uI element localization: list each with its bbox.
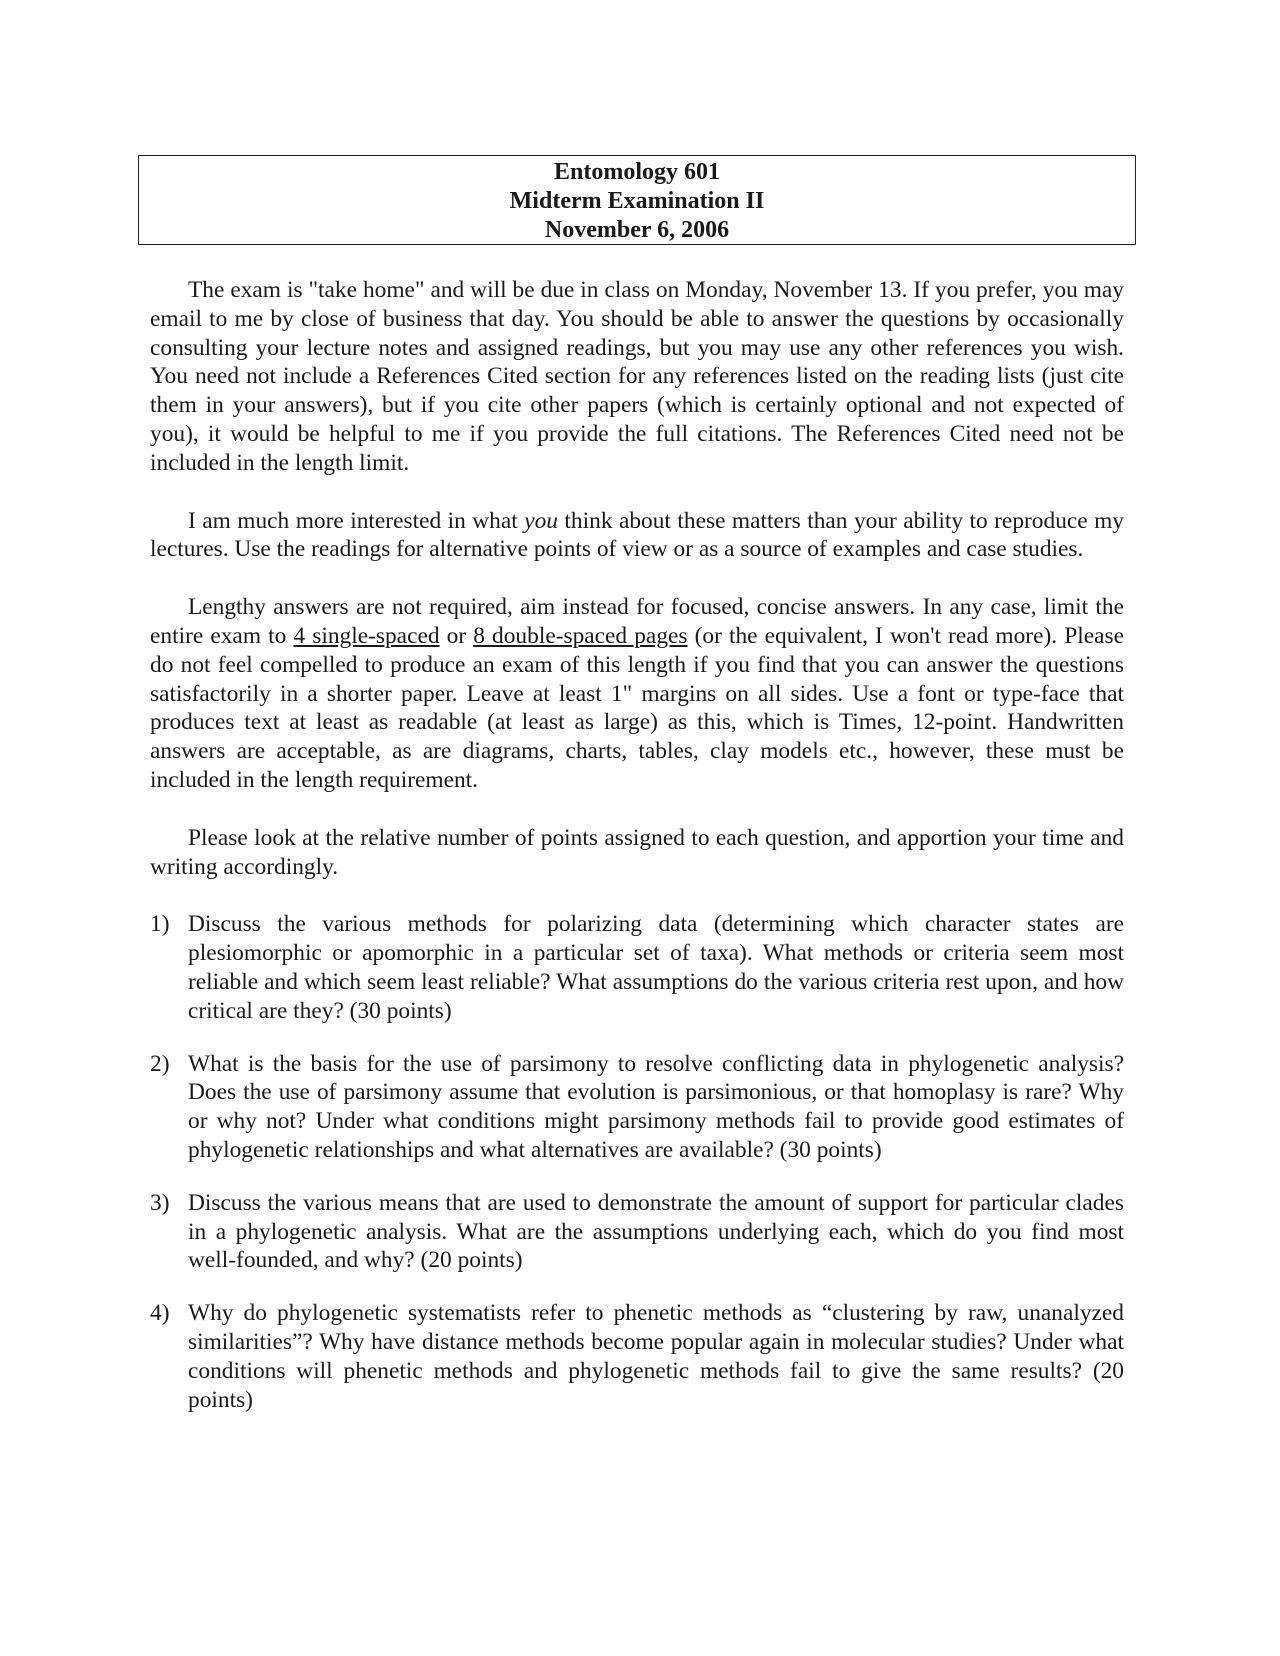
single-spaced-limit: 4 single-spaced [293, 622, 440, 649]
intro-paragraph-1: The exam is "take home" and will be due in class on Monday, November 13. If you prefer, you may email to me by close of business that day. You should be able to answer the questions by occasionally consulting your lecture notes and assigned readings, but you may use any other references you wish. You need not include a References Cited section for any references listed on the reading lists (just cite them in your answers), but if you cite other papers (which is certainly optional and not expected of you), it would be helpful to me if you provide the full citations. The References Cited need not be included in the length limit. [150, 277, 1124, 476]
question-number: 3) [150, 1189, 170, 1216]
question-4 [150, 1299, 1124, 1414]
question-number: 2) [150, 1050, 170, 1077]
intro-p2-end: think about these matters than your ability to reproduce my lectures. Use the readings for alternative points of view or as a source of examples and case studies. [150, 507, 1124, 563]
intro-p2-start: I am much more interested in what [188, 507, 525, 534]
exam-title: Midterm Examination II [509, 188, 765, 214]
exam-header-box [138, 155, 1136, 245]
question-number: 4) [150, 1300, 170, 1327]
intro-p3-end: (or the equivalent, I won't read more). Please do not feel compelled to produce an exam of this length if you find that you can answer the questions satisfactorily in a shorter paper. Leave at least 1" margins on all sides. Use a font or type-face that produces text at least as readable (at least as large) as this, which is Times, 12-point. Handwritten answers are acceptable, as are diagrams, charts, tables, clay models etc., however, these must be included in the length requirement. [150, 622, 1124, 793]
question-text: Why do phylogenetic systematists refer to phenetic methods as “clustering by raw, unanalyzed similarities”? Why have distance methods become popular again in molecular studies? Under what conditions will phenetic methods and phylogenetic methods fail to give the same results? (20 points) [188, 1300, 1124, 1413]
intro-paragraph-4: Please look at the relative number of points assigned to each question, and apportion your time and writing accordingly. [150, 824, 1124, 880]
question-2 [150, 1050, 1124, 1165]
question-3 [150, 1189, 1124, 1275]
exam-date: November 6, 2006 [544, 217, 730, 243]
intro-p3-start: Lengthy answers are not required, aim instead for focused, concise answers. In any case, limit the entire exam to [150, 594, 1124, 649]
question-1 [150, 910, 1124, 1025]
double-spaced-limit: 8 double-spaced pages [473, 622, 688, 649]
intro-paragraph-2 [150, 507, 1124, 565]
intro-p3-or: or [439, 622, 474, 649]
question-text: What is the basis for the use of parsimony to resolve conflicting data in phylogenetic analysis? Does the use of parsimony assume that evolution is parsimonious, or that homoplasy is rare? Why or why not? Under what conditions might parsimony methods fail to provide good estimates of phylogenetic relationships and what alternatives are available? (30 points) [188, 1050, 1124, 1163]
intro-paragraph-3 [150, 593, 1124, 795]
question-text: Discuss the various methods for polarizing data (determining which character states are plesiomorphic or apomorphic in a particular set of taxa). What methods or criteria seem most reliable and which seem least reliable? What assumptions do the various criteria rest upon, and how critical are they? (30 points) [188, 911, 1124, 1024]
question-text: Discuss the various means that are used to demonstrate the amount of support for particular clades in a phylogenetic analysis. What are the assumptions underlying each, which do you find most well-founded, and why? (20 points) [188, 1189, 1124, 1274]
question-number: 1) [150, 911, 170, 938]
course-title: Entomology 601 [553, 159, 720, 185]
exam-body [150, 276, 1124, 1438]
intro-p2-emphasis: you [524, 507, 558, 534]
